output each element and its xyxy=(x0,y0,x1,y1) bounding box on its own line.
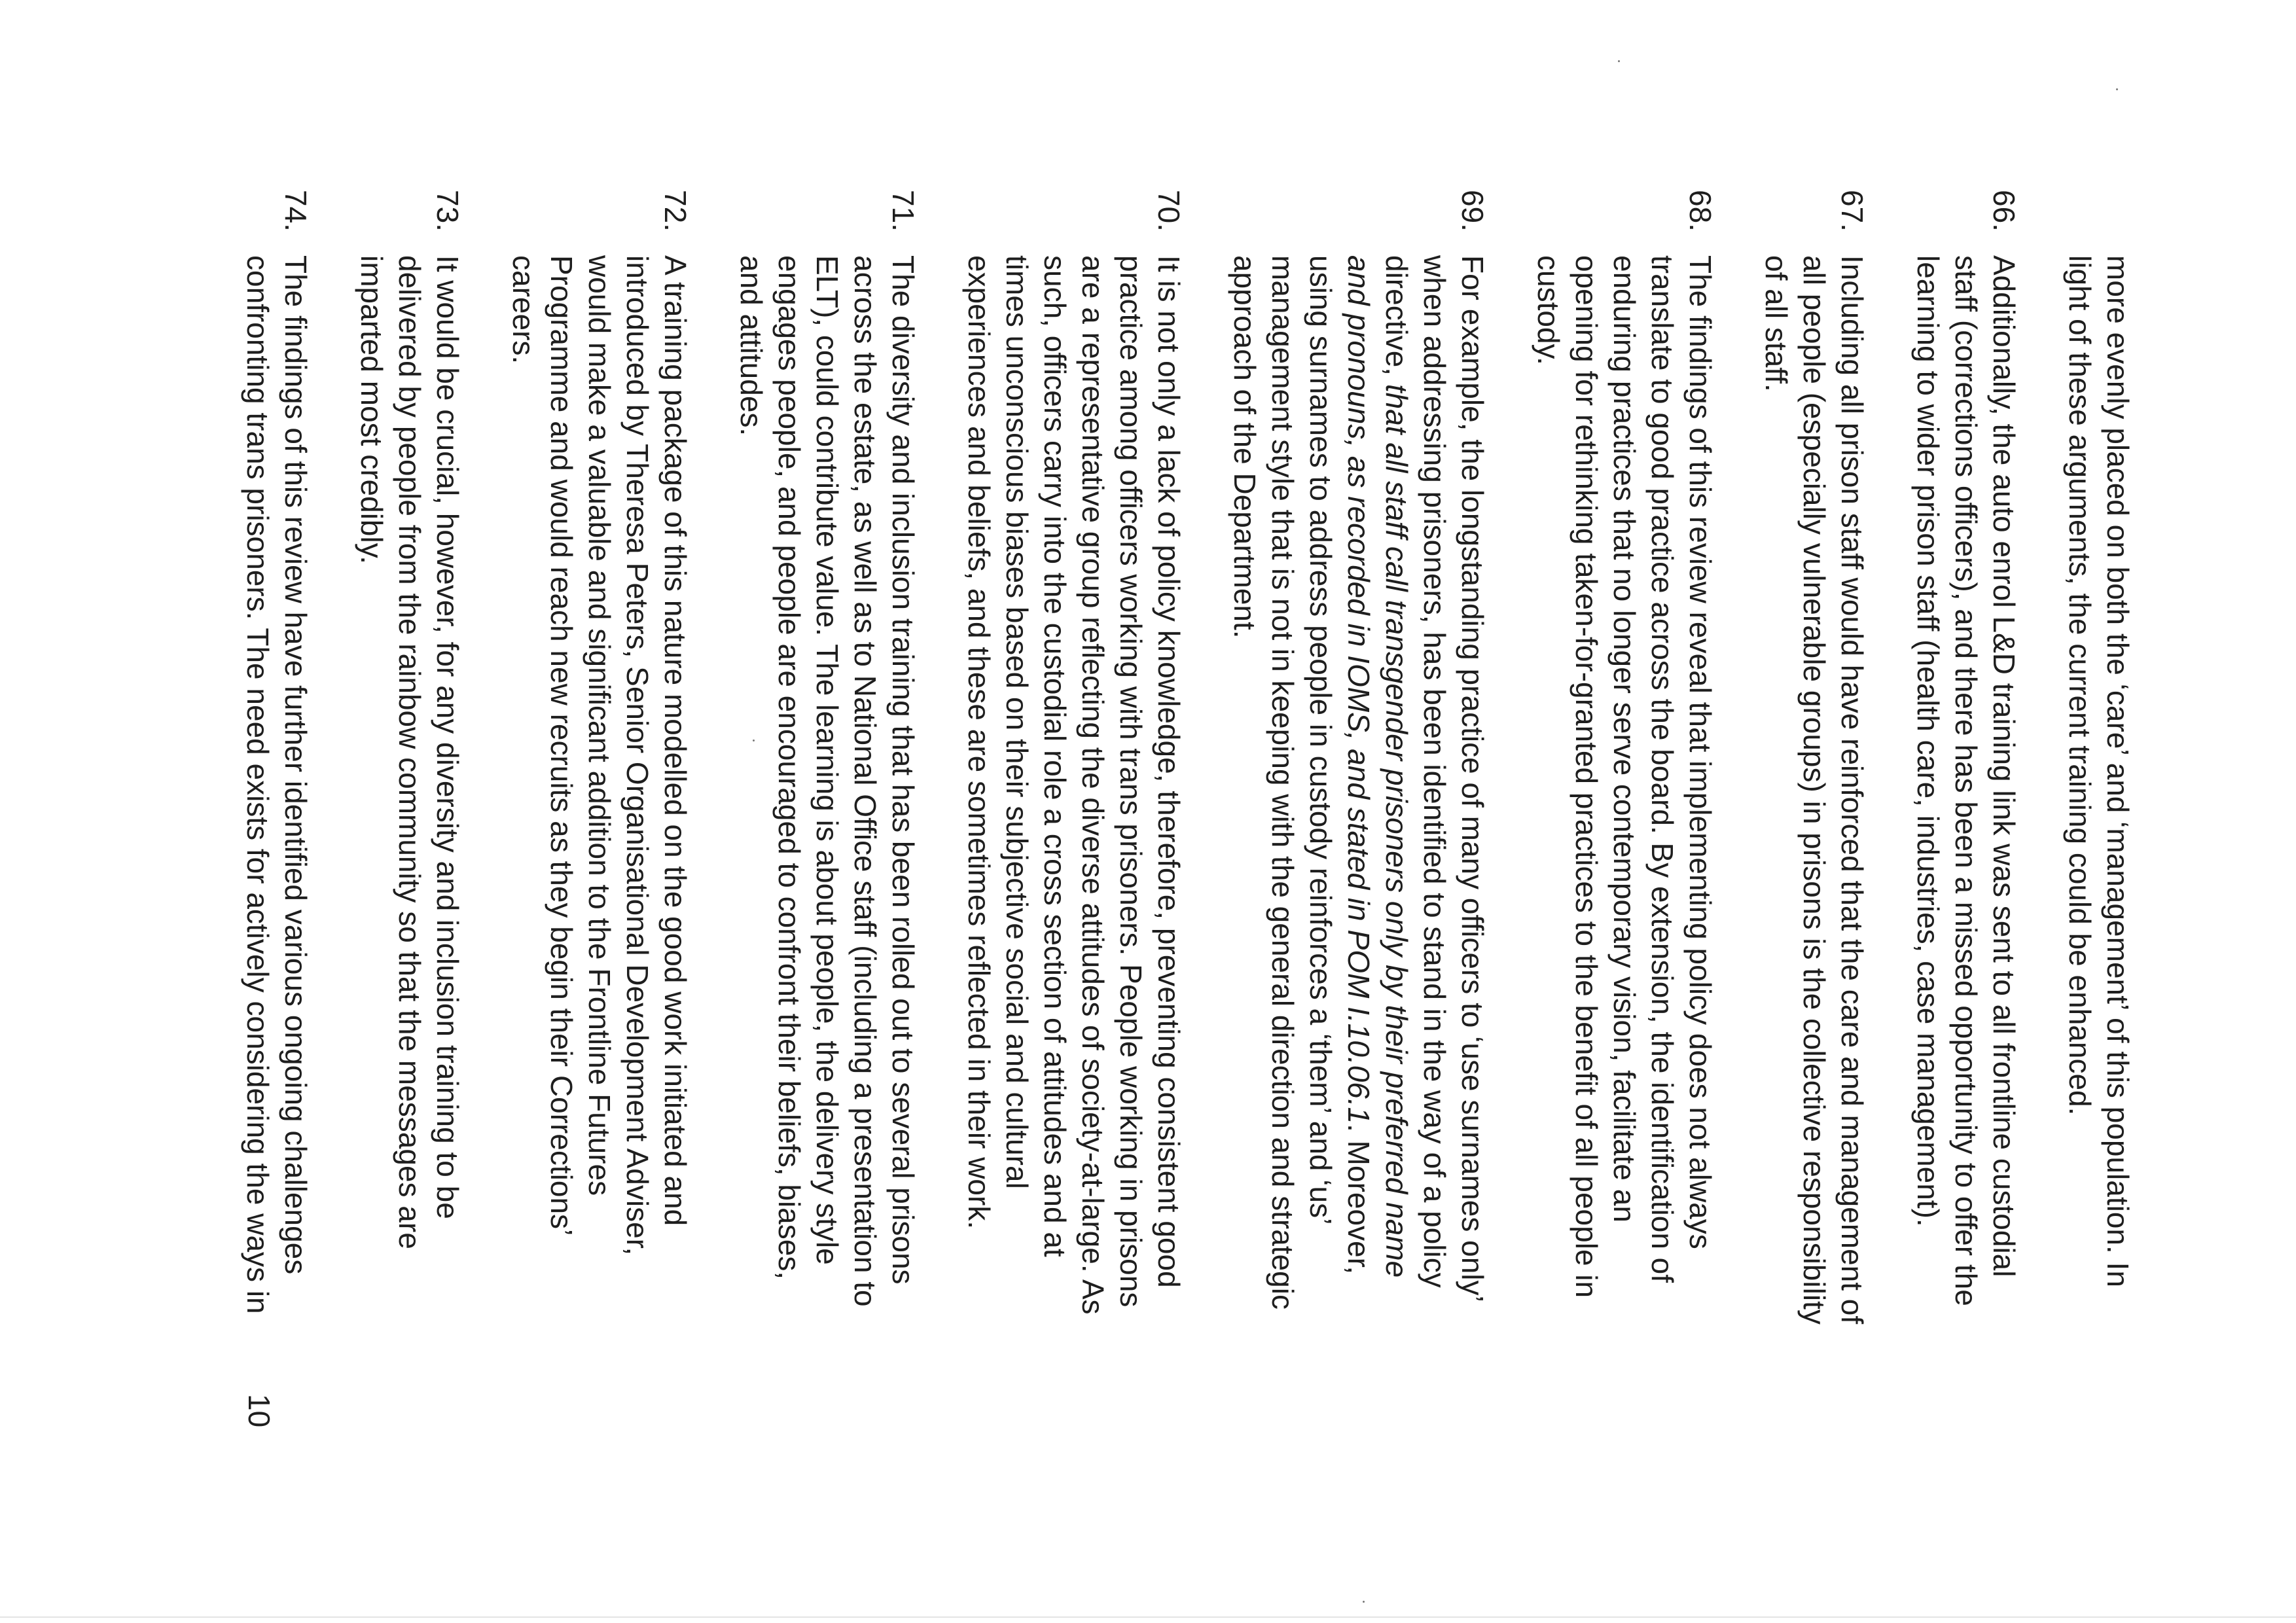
text-line: Additionally, the auto enrol L&D training link was sent to all frontline custodial xyxy=(1987,255,2021,1277)
text-line: enduring practices that no longer serve contemporary vision, facilitate an xyxy=(1607,255,1641,1222)
italic-policy-quote: and pronouns, as recorded in IOMS, and stated in POM I.10.06.1 xyxy=(1342,255,1376,1124)
paragraph-number: 68. xyxy=(1683,190,1717,232)
text-line: A training package of this nature modelled on the good work initiated and xyxy=(658,255,692,1226)
text-line: staff (corrections officers), and there has been a missed opportunity to offer the xyxy=(1949,255,1983,1306)
paragraph-71 xyxy=(732,190,922,1499)
paragraph-number: 69. xyxy=(1456,190,1490,232)
paragraph-72 xyxy=(505,190,694,1499)
text-line: learning to wider prison staff (health care, industries, case management). xyxy=(1911,255,1945,1227)
scan-speck xyxy=(753,740,755,741)
paragraph-number: 71. xyxy=(886,190,920,232)
text-line xyxy=(1378,255,1416,1499)
scan-speck xyxy=(2116,88,2118,90)
paragraph-69 xyxy=(1226,190,1492,1499)
text-line: translate to good practice across the board. By extension, the identification of xyxy=(1645,255,1679,1283)
paragraph-74 xyxy=(239,190,315,1499)
text-line: using surnames to address people in custody reinforces a ‘them’ and ‘us’ xyxy=(1304,255,1338,1225)
text-line: approach of the Department. xyxy=(1228,255,1262,639)
text-line: delivered by people from the rainbow community so that the messages are xyxy=(393,255,427,1249)
text-run: directive, xyxy=(1380,255,1414,384)
text-line: For example, the longstanding practice of many officers to ‘use surnames only’ xyxy=(1456,255,1490,1302)
paragraph-number: 67. xyxy=(1835,190,1869,232)
text-line: It would be crucial, however, for any diversity and inclusion training to be xyxy=(431,255,465,1219)
paragraph-67 xyxy=(1757,190,1871,1499)
scan-speck xyxy=(1618,60,1620,62)
page-number: 10 xyxy=(242,1394,276,1428)
rotated-text-block xyxy=(141,190,2137,1499)
paragraph-number: 66. xyxy=(1987,190,2021,232)
text-line: careers. xyxy=(507,255,541,365)
italic-policy-quote: that all staff call transgender prisoners only by their preferred name xyxy=(1380,383,1414,1278)
paragraph-70 xyxy=(960,190,1188,1499)
text-line: The diversity and inclusion training that has been rolled out to several prisons xyxy=(886,255,920,1285)
text-line: The findings of this review reveal that implementing policy does not always xyxy=(1683,255,1717,1249)
text-line: experiences and beliefs, and these are sometimes reflected in their work. xyxy=(962,255,996,1230)
text-line: of all staff. xyxy=(1759,255,1793,392)
text-line: more evenly placed on both the ‘care’ and ‘management’ of this population. In xyxy=(2101,255,2135,1287)
paragraph-number: 70. xyxy=(1152,190,1186,232)
text-line: confronting trans prisoners. The need exists for actively considering the ways in xyxy=(241,255,275,1314)
text-line: all people (especially vulnerable groups) in prisons is the collective responsibility xyxy=(1797,255,1831,1325)
text-line: It is not only a lack of policy knowledge, therefore, preventing consistent good xyxy=(1152,255,1186,1288)
paragraph-number: 73. xyxy=(431,190,465,232)
paragraph-number: 74. xyxy=(279,190,313,232)
paragraph-66 xyxy=(1909,190,2023,1499)
text-line: custody. xyxy=(1532,255,1566,365)
text-line: across the estate, as well as to National Office staff (including a presentation to xyxy=(848,255,882,1307)
continuation-paragraph xyxy=(2061,190,2137,1499)
text-line: opening for rethinking taken-for-granted practices to the benefit of all people in xyxy=(1570,255,1604,1298)
text-line: such, officers carry into the custodial role a cross section of attitudes and at xyxy=(1038,255,1072,1257)
scan-edge xyxy=(0,1616,2296,1618)
paragraph-73 xyxy=(353,190,467,1499)
text-line: practice among officers working with trans prisoners. People working in prisons xyxy=(1114,255,1148,1308)
paragraph-68 xyxy=(1530,190,1719,1499)
text-line: Programme and would reach new recruits as they begin their Corrections’ xyxy=(545,255,579,1236)
scan-speck xyxy=(1363,1601,1365,1603)
text-line: would make a valuable and significant addition to the Frontline Futures xyxy=(583,255,617,1196)
text-line: light of these arguments, the current training could be enhanced. xyxy=(2063,255,2097,1116)
text-line: management style that is not in keeping with the general direction and strategic xyxy=(1266,255,1300,1310)
text-run: . Moreover, xyxy=(1342,1124,1376,1275)
text-line: The findings of this review have further identified various ongoing challenges xyxy=(279,255,313,1275)
text-line: imparted most credibly. xyxy=(355,255,389,565)
text-line: are a representative group reflecting the diverse attitudes of society-at-large. As xyxy=(1076,255,1110,1315)
text-line: when addressing prisoners, has been identified to stand in the way of a policy xyxy=(1418,255,1452,1288)
text-line: Including all prison staff would have reinforced that the care and management of xyxy=(1835,255,1869,1325)
paragraph-number: 72. xyxy=(658,190,692,232)
text-line: times unconscious biases based on their subjective social and cultural xyxy=(1000,255,1034,1189)
text-line xyxy=(1340,255,1378,1499)
text-line: and attitudes. xyxy=(734,255,768,437)
text-line: introduced by Theresa Peters, Senior Organisational Development Adviser, xyxy=(620,255,655,1256)
text-line: engages people, and people are encouraged to confront their beliefs, biases, xyxy=(772,255,806,1280)
text-line: ELT), could contribute value. The learning is about people, the delivery style xyxy=(810,255,844,1265)
